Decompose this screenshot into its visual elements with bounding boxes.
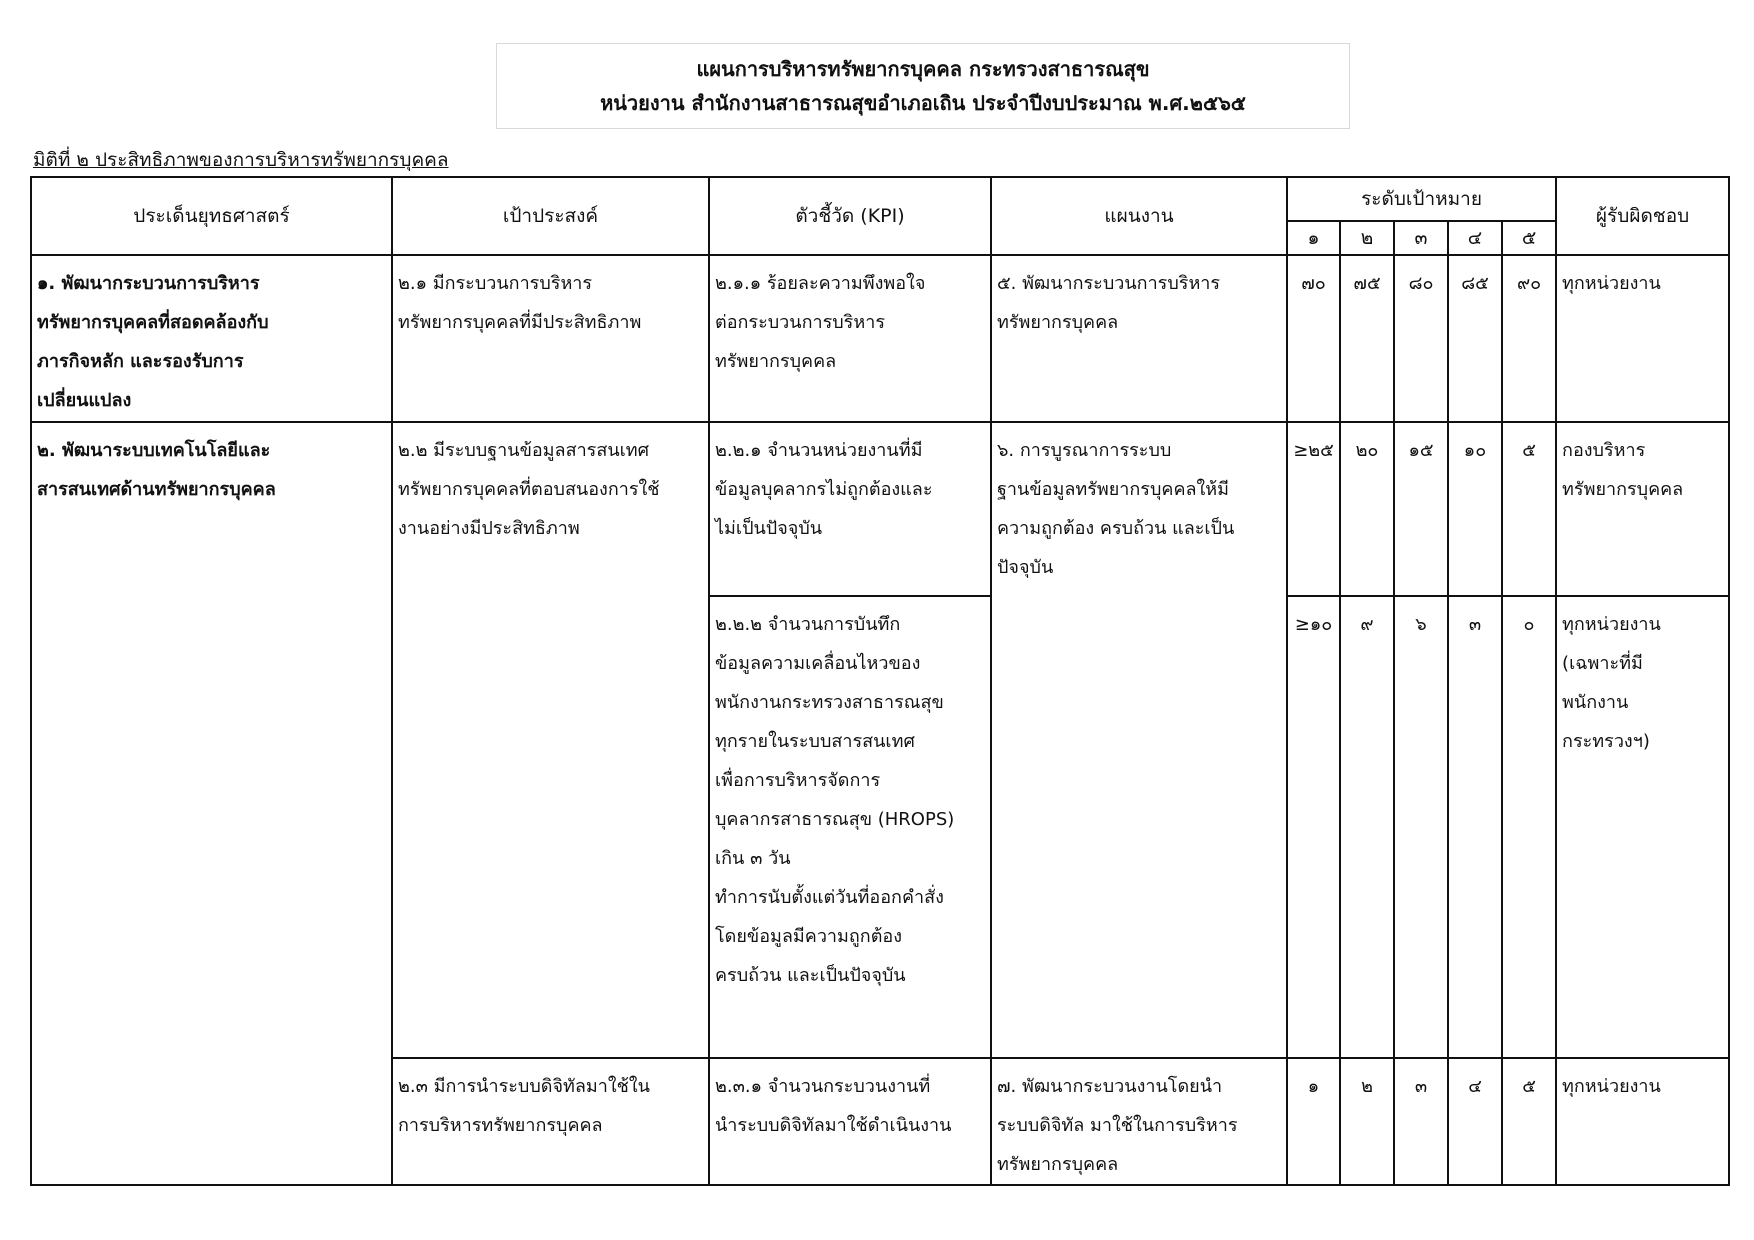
cell-line: ภารกิจหลัก และรองรับการ <box>37 351 244 372</box>
table-row <box>31 422 1729 596</box>
cell-line: ระบบดิจิทัล มาใช้ในการบริหาร <box>997 1115 1238 1136</box>
document-title-box <box>496 43 1350 129</box>
cell-line: พนักงานกระทรวงสาธารณสุข <box>715 692 944 713</box>
level-value: ๖ <box>1394 596 1448 1058</box>
cell-line: ทุกรายในระบบสารสนเทศ <box>715 731 915 752</box>
header-target-levels: ระดับเป้าหมาย <box>1287 177 1556 221</box>
level-value: ๒๐ <box>1340 422 1394 596</box>
cell-line: ทำการนับตั้งแต่วันที่ออกคำสั่ง <box>715 887 944 908</box>
title-line-1: แผนการบริหารทรัพยากรบุคคล กระทรวงสาธารณสุข <box>696 57 1150 81</box>
level-value: ≥๑๐ <box>1287 596 1340 1058</box>
header-kpi: ตัวชี้วัด (KPI) <box>709 177 991 255</box>
level-number: ๑ <box>1287 221 1340 255</box>
level-value: ๘๐ <box>1394 255 1448 422</box>
cell-line: กองบริหาร <box>1562 440 1646 461</box>
cell-line: ทรัพยากรบุคคลที่ตอบสนองการใช้ <box>398 479 660 500</box>
cell-line: สารสนเทศด้านทรัพยากรบุคคล <box>37 479 276 500</box>
level-number: ๒ <box>1340 221 1394 255</box>
cell-line: ครบถ้วน และเป็นปัจจุบัน <box>715 965 906 986</box>
level-number: ๕ <box>1502 221 1556 255</box>
cell-line: ข้อมูลบุคลากรไม่ถูกต้องและ <box>715 479 933 500</box>
dimension-heading: มิติที่ ๒ ประสิทธิภาพของการบริหารทรัพยากรบุคคล <box>33 149 449 171</box>
header-strategy: ประเด็นยุทธศาสตร์ <box>31 177 392 255</box>
cell-line: ๒.๑.๑ ร้อยละความพึงพอใจ <box>715 273 926 294</box>
cell-line: ๒.๓ มีการนำระบบดิจิทัลมาใช้ใน <box>398 1076 650 1097</box>
cell-line: เปลี่ยนแปลง <box>37 390 132 411</box>
cell-line: ทุกหน่วยงาน <box>1562 614 1661 635</box>
objective-cell <box>392 1058 709 1185</box>
cell-line: เกิน ๓ วัน <box>715 848 791 869</box>
cell-line: ไม่เป็นปัจจุบัน <box>715 518 823 539</box>
level-value: ๕ <box>1502 1058 1556 1185</box>
level-value: ๑ <box>1287 1058 1340 1185</box>
level-value: ≥๒๕ <box>1287 422 1340 596</box>
cell-line: ทรัพยากรบุคคล <box>997 312 1119 333</box>
cell-line: ๒. พัฒนาระบบเทคโนโลยีและ <box>37 440 271 461</box>
cell-line: ทรัพยากรบุคคลที่มีประสิทธิภาพ <box>398 312 642 333</box>
level-number: ๔ <box>1448 221 1502 255</box>
cell-line: กระทรวงฯ) <box>1562 731 1650 752</box>
objective-cell <box>392 422 709 1058</box>
cell-line: เพื่อการบริหารจัดการ <box>715 770 881 791</box>
cell-line: ทุกหน่วยงาน <box>1562 1076 1661 1097</box>
header-plan: แผนงาน <box>991 177 1287 255</box>
hr-plan-table <box>30 176 1730 1186</box>
cell-line: ๒.๒.๑ จำนวนหน่วยงานที่มี <box>715 440 923 461</box>
cell-line: โดยข้อมูลมีความถูกต้อง <box>715 926 902 947</box>
owner-cell <box>1556 255 1729 422</box>
level-value: ๐ <box>1502 596 1556 1058</box>
cell-line: ๖. การบูรณาการระบบ <box>997 440 1172 461</box>
cell-line: ๒.๒ มีระบบฐานข้อมูลสารสนเทศ <box>398 440 650 461</box>
level-value: ๙ <box>1340 596 1394 1058</box>
kpi-cell <box>709 422 991 596</box>
cell-line: ปัจจุบัน <box>997 557 1054 578</box>
cell-line: ๒.๒.๒ จำนวนการบันทึก <box>715 614 901 635</box>
header-owner: ผู้รับผิดชอบ <box>1556 177 1729 255</box>
kpi-cell <box>709 596 991 1058</box>
level-value: ๑๐ <box>1448 422 1502 596</box>
header-objective: เป้าประสงค์ <box>392 177 709 255</box>
cell-line: ทรัพยากรบุคคล <box>1562 479 1684 500</box>
cell-line: บุคลากรสาธารณสุข (HROPS) <box>715 809 955 830</box>
owner-cell <box>1556 596 1729 1058</box>
cell-line: การบริหารทรัพยากรบุคคล <box>398 1115 603 1136</box>
plan-cell <box>991 1058 1287 1185</box>
kpi-cell <box>709 1058 991 1185</box>
cell-line: ๗. พัฒนากระบวนงานโดยนำ <box>997 1076 1223 1097</box>
cell-line: ๕. พัฒนากระบวนการบริหาร <box>997 273 1221 294</box>
cell-line: ๒.๑ มีกระบวนการบริหาร <box>398 273 593 294</box>
cell-line: ต่อกระบวนการบริหาร <box>715 312 885 333</box>
cell-line: ทรัพยากรบุคคลที่สอดคล้องกับ <box>37 312 269 333</box>
owner-cell <box>1556 1058 1729 1185</box>
cell-line: ความถูกต้อง ครบถ้วน และเป็น <box>997 518 1235 539</box>
level-value: ๔ <box>1448 1058 1502 1185</box>
cell-line: ๑. พัฒนากระบวนการบริหาร <box>37 273 260 294</box>
cell-line: ทรัพยากรบุคคล <box>715 351 837 372</box>
level-value: ๒ <box>1340 1058 1394 1185</box>
cell-line: (เฉพาะที่มี <box>1562 653 1643 674</box>
cell-line: พนักงาน <box>1562 692 1629 713</box>
level-value: ๘๕ <box>1448 255 1502 422</box>
level-value: ๓ <box>1394 1058 1448 1185</box>
cell-line: ทรัพยากรบุคคล <box>997 1154 1119 1175</box>
cell-line: ทุกหน่วยงาน <box>1562 273 1661 294</box>
objective-cell <box>392 255 709 422</box>
level-value: ๙๐ <box>1502 255 1556 422</box>
cell-line: ข้อมูลความเคลื่อนไหวของ <box>715 653 921 674</box>
title-line-2: หน่วยงาน สำนักงานสาธารณสุขอำเภอเถิน ประจำปีงบประมาณ พ.ศ.๒๕๖๕ <box>600 91 1246 115</box>
level-value: ๑๕ <box>1394 422 1448 596</box>
cell-line: ๒.๓.๑ จำนวนกระบวนงานที่ <box>715 1076 931 1097</box>
level-value: ๗๕ <box>1340 255 1394 422</box>
kpi-cell <box>709 255 991 422</box>
level-value: ๕ <box>1502 422 1556 596</box>
table-row <box>31 255 1729 422</box>
strategy-cell <box>31 422 392 1185</box>
level-number: ๓ <box>1394 221 1448 255</box>
cell-line: งานอย่างมีประสิทธิภาพ <box>398 518 580 539</box>
plan-cell <box>991 422 1287 1058</box>
level-value: ๓ <box>1448 596 1502 1058</box>
cell-line: ฐานข้อมูลทรัพยากรบุคคลให้มี <box>997 479 1230 500</box>
cell-line: นำระบบดิจิทัลมาใช้ดำเนินงาน <box>715 1115 952 1136</box>
owner-cell <box>1556 422 1729 596</box>
plan-cell <box>991 255 1287 422</box>
strategy-cell <box>31 255 392 422</box>
level-value: ๗๐ <box>1287 255 1340 422</box>
